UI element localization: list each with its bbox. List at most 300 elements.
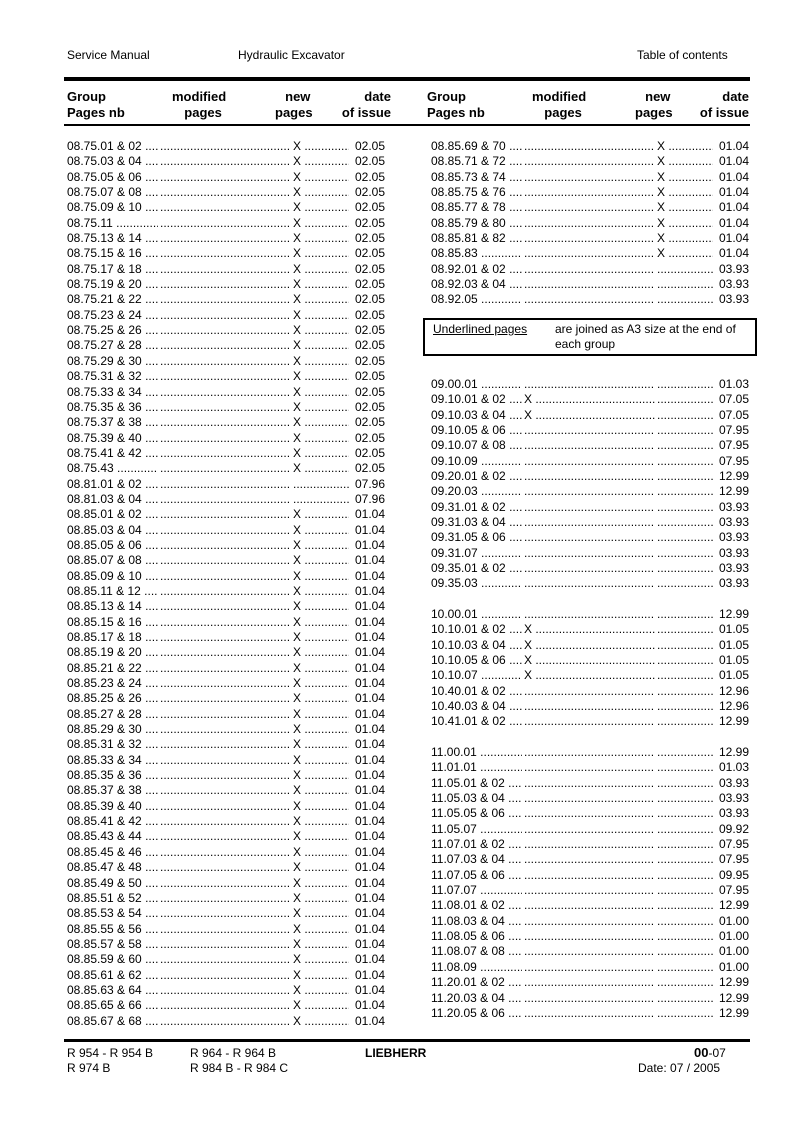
list-item xyxy=(67,216,385,231)
issue-date-cell: 12.96 xyxy=(718,699,749,714)
modified-mark xyxy=(522,791,655,806)
list-item xyxy=(67,937,385,952)
page-range: 08.85.51 & 52 ..... xyxy=(67,891,158,906)
modified-mark xyxy=(158,385,291,400)
page-range: 08.75.09 & 10 ..... xyxy=(67,200,158,215)
new-mark: X ..... xyxy=(291,323,349,338)
issue-date-cell: 07.95 xyxy=(718,438,749,453)
issue-date-cell: 01.04 xyxy=(354,936,385,951)
page-range: 08.75.23 & 24 ..... xyxy=(67,308,158,323)
modified-mark xyxy=(522,975,655,990)
list-item xyxy=(67,446,385,461)
issue-date-cell: 01.04 xyxy=(354,982,385,997)
issue-date-cell: 01.04 xyxy=(354,875,385,890)
list-item xyxy=(431,975,749,990)
new-mark: X ..... xyxy=(655,185,713,200)
page-range: 08.75.13 & 14 ..... xyxy=(67,231,158,246)
list-item xyxy=(67,415,385,430)
page-range: 08.85.65 & 66 ..... xyxy=(67,998,158,1013)
new-mark: X ..... xyxy=(291,768,349,783)
issue-date-cell: 01.00 xyxy=(718,959,749,974)
page-range: 08.85.71 & 72 ..... xyxy=(431,154,522,169)
issue-date-cell: 01.04 xyxy=(354,676,385,691)
modified-mark xyxy=(158,431,291,446)
new-mark xyxy=(655,515,713,530)
issue-date-cell: 12.99 xyxy=(718,714,749,729)
page-range: 08.75.39 & 40 ..... xyxy=(67,431,158,446)
list-item xyxy=(67,200,385,215)
modified-mark xyxy=(522,914,655,929)
new-mark xyxy=(655,454,713,469)
issue-date-cell: 03.93 xyxy=(718,530,749,545)
list-item xyxy=(431,170,749,185)
modified-mark xyxy=(158,707,291,722)
col-new-line1: new xyxy=(285,89,311,104)
issue-date-cell: 01.04 xyxy=(354,599,385,614)
page-range: 11.20.05 & 06 ..... xyxy=(431,1006,522,1021)
modified-mark xyxy=(158,584,291,599)
col-date-r-line1: date xyxy=(722,89,749,104)
modified-mark xyxy=(158,845,291,860)
modified-mark xyxy=(522,576,655,591)
issue-date-cell: 01.04 xyxy=(354,998,385,1013)
issue-date-cell: 01.04 xyxy=(354,768,385,783)
modified-mark xyxy=(158,292,291,307)
modified-mark xyxy=(158,569,291,584)
modified-mark xyxy=(522,1006,655,1021)
page-range: 08.85.03 & 04 ..... xyxy=(67,523,158,538)
modified-mark xyxy=(522,561,655,576)
page-range: 10.40.03 & 04 ..... xyxy=(431,699,522,714)
page-range: 10.40.01 & 02 ..... xyxy=(431,684,522,699)
page-range: 08.75.15 & 16 ..... xyxy=(67,246,158,261)
list-item xyxy=(431,883,749,898)
page-range: 08.85.61 & 62 ..... xyxy=(67,968,158,983)
list-item xyxy=(431,914,749,929)
page-range: 08.75.25 & 26 ..... xyxy=(67,323,158,338)
issue-date-cell: 02.05 xyxy=(354,461,385,476)
list-item xyxy=(67,876,385,891)
modified-mark xyxy=(158,400,291,415)
new-mark: X ..... xyxy=(291,385,349,400)
page-range: 08.75.21 & 22 ..... xyxy=(67,292,158,307)
modified-mark xyxy=(158,860,291,875)
new-mark: X ..... xyxy=(655,216,713,231)
list-item xyxy=(67,983,385,998)
page-range: 08.75.17 & 18 ..... xyxy=(67,262,158,277)
page-range: 08.75.29 & 30 ..... xyxy=(67,354,158,369)
page-range: 09.10.03 & 04 ..... xyxy=(431,408,522,423)
new-mark xyxy=(655,469,713,484)
page-range: 08.85.15 & 16 ..... xyxy=(67,615,158,630)
issue-date-cell: 01.04 xyxy=(354,967,385,982)
modified-mark xyxy=(158,154,291,169)
new-mark: X ..... xyxy=(291,814,349,829)
list-item xyxy=(431,898,749,913)
page-range: 08.75.41 & 42 ..... xyxy=(67,446,158,461)
page-range: 08.85.45 & 46 ..... xyxy=(67,845,158,860)
issue-date-cell: 01.05 xyxy=(718,622,749,637)
issue-date-cell: 01.04 xyxy=(354,906,385,921)
section-title: Table of contents xyxy=(637,48,728,62)
new-mark: X ..... xyxy=(291,876,349,891)
issue-date-cell: 01.04 xyxy=(354,660,385,675)
page-range: 08.92.03 & 04 ..... xyxy=(431,277,522,292)
new-mark: X ..... xyxy=(291,630,349,645)
issue-date-cell: 03.93 xyxy=(718,515,749,530)
list-item xyxy=(431,806,749,821)
modified-mark xyxy=(158,139,291,154)
list-item xyxy=(67,906,385,921)
modified-mark xyxy=(158,277,291,292)
page-range: 08.75.43 ..... xyxy=(67,461,158,476)
modified-mark xyxy=(522,231,655,246)
page-range: 09.31.03 & 04 ..... xyxy=(431,515,522,530)
page-range: 11.08.05 & 06 ..... xyxy=(431,929,522,944)
list-item xyxy=(431,530,749,545)
new-mark xyxy=(655,960,713,975)
modified-mark xyxy=(158,446,291,461)
issue-date-cell: 12.99 xyxy=(718,607,749,621)
page-range: 08.85.67 & 68 ..... xyxy=(67,1014,158,1029)
right-list-group-09 xyxy=(431,377,749,592)
list-item xyxy=(431,822,749,837)
modified-mark xyxy=(158,185,291,200)
modified-mark xyxy=(522,515,655,530)
right-list-group-08 xyxy=(431,139,749,308)
manual-title: Service Manual xyxy=(67,48,150,62)
modified-mark xyxy=(522,200,655,215)
list-item xyxy=(431,185,749,200)
list-item xyxy=(431,484,749,499)
modified-mark xyxy=(158,477,291,492)
new-mark xyxy=(655,530,713,545)
modified-mark xyxy=(158,507,291,522)
list-item xyxy=(431,262,749,277)
col-group-r-line1: Group xyxy=(427,89,466,104)
page-range: 09.35.03 ..... xyxy=(431,576,522,591)
new-mark xyxy=(655,822,713,837)
footer-models-a1: R 954 - R 954 B xyxy=(67,1046,154,1060)
new-mark: X ..... xyxy=(291,538,349,553)
page-range: 08.75.31 & 32 ..... xyxy=(67,369,158,384)
list-item xyxy=(67,645,385,660)
new-mark: X ..... xyxy=(291,338,349,353)
page-range: 11.05.01 & 02 ..... xyxy=(431,776,522,791)
list-item xyxy=(431,377,749,392)
issue-date-cell: 12.96 xyxy=(718,683,749,698)
modified-mark xyxy=(158,246,291,261)
list-item xyxy=(67,599,385,614)
new-mark: X ..... xyxy=(291,170,349,185)
page-range: 08.75.33 & 34 ..... xyxy=(67,385,158,400)
issue-date-cell: 01.04 xyxy=(354,614,385,629)
page-range: 08.85.33 & 34 ..... xyxy=(67,753,158,768)
page-range: 08.85.43 & 44 ..... xyxy=(67,829,158,844)
issue-date-cell: 07.95 xyxy=(718,453,749,468)
issue-date-cell: 01.00 xyxy=(718,929,749,944)
col-group-line1: Group xyxy=(67,89,106,104)
new-mark xyxy=(655,622,713,637)
col-modified-line2: pages xyxy=(184,105,222,120)
brand-name: LIEBHERR xyxy=(365,1046,427,1060)
col-date-r-line2: of issue xyxy=(699,105,749,120)
issue-date-cell: 01.04 xyxy=(354,522,385,537)
page-range: 08.85.49 & 50 ..... xyxy=(67,876,158,891)
issue-date-cell: 01.04 xyxy=(718,231,749,246)
new-mark: X ..... xyxy=(291,661,349,676)
modified-mark xyxy=(522,852,655,867)
issue-date-cell: 12.99 xyxy=(718,975,749,990)
new-mark: X ..... xyxy=(291,446,349,461)
issue-date-cell: 03.93 xyxy=(718,499,749,514)
modified-mark: X ..... xyxy=(522,392,655,407)
list-item xyxy=(431,868,749,883)
issue-date-cell: 01.04 xyxy=(354,844,385,859)
page-number-rest: -07 xyxy=(708,1046,726,1060)
list-item xyxy=(431,292,749,307)
list-item xyxy=(67,431,385,446)
new-mark: X ..... xyxy=(291,369,349,384)
modified-mark xyxy=(522,868,655,883)
col-modified xyxy=(172,89,226,121)
modified-mark xyxy=(158,369,291,384)
list-item xyxy=(67,584,385,599)
list-item xyxy=(67,676,385,691)
modified-mark xyxy=(158,753,291,768)
list-item xyxy=(431,607,749,622)
new-mark xyxy=(655,760,713,775)
issue-date-cell: 01.04 xyxy=(354,752,385,767)
issue-date-cell: 02.05 xyxy=(354,200,385,215)
list-item xyxy=(431,668,749,683)
list-item xyxy=(431,714,749,729)
footer-models-b1: R 964 - R 964 B xyxy=(190,1046,277,1060)
issue-date-cell: 01.04 xyxy=(354,630,385,644)
issue-date-cell: 01.04 xyxy=(354,737,385,752)
list-item xyxy=(431,944,749,959)
new-mark xyxy=(655,1006,713,1021)
modified-mark xyxy=(522,423,655,438)
modified-mark xyxy=(158,906,291,921)
new-mark: X ..... xyxy=(291,415,349,430)
modified-mark xyxy=(522,699,655,714)
page-range: 08.85.53 & 54 ..... xyxy=(67,906,158,921)
new-mark: X ..... xyxy=(291,722,349,737)
list-item xyxy=(431,960,749,975)
issue-date-cell: 03.93 xyxy=(718,277,749,292)
issue-date-cell: 07.95 xyxy=(718,837,749,852)
modified-mark xyxy=(522,216,655,231)
modified-mark xyxy=(158,891,291,906)
page-range: 08.85.11 & 12 ..... xyxy=(67,584,158,599)
col-new-r xyxy=(635,89,673,121)
list-item xyxy=(67,1014,385,1029)
list-item xyxy=(67,968,385,983)
modified-mark xyxy=(158,553,291,568)
new-mark: X ..... xyxy=(291,431,349,446)
modified-mark xyxy=(158,615,291,630)
modified-mark xyxy=(158,661,291,676)
new-mark xyxy=(655,277,713,292)
page-number xyxy=(694,1045,726,1060)
new-mark: X ..... xyxy=(291,968,349,983)
page-range: 10.41.01 & 02 ..... xyxy=(431,714,522,729)
new-mark xyxy=(655,714,713,729)
list-item xyxy=(67,768,385,783)
issue-date-cell: 01.04 xyxy=(354,783,385,798)
issue-date-cell: 01.04 xyxy=(718,200,749,215)
modified-mark xyxy=(522,929,655,944)
modified-mark xyxy=(522,246,655,261)
col-modified-r-line2: pages xyxy=(544,105,582,120)
list-item xyxy=(67,891,385,906)
new-mark: X ..... xyxy=(655,154,713,169)
issue-date-cell: 02.05 xyxy=(354,323,385,338)
col-new-r-line2: pages xyxy=(635,105,673,120)
issue-date-cell: 12.99 xyxy=(718,484,749,499)
col-group xyxy=(67,89,125,121)
list-item xyxy=(431,216,749,231)
list-item xyxy=(431,791,749,806)
new-mark xyxy=(655,684,713,699)
issue-date-cell: 01.04 xyxy=(354,645,385,660)
list-item xyxy=(67,477,385,492)
machine-type: Hydraulic Excavator xyxy=(238,48,345,62)
page-range: 08.85.27 & 28 ..... xyxy=(67,707,158,722)
modified-mark xyxy=(158,829,291,844)
page-range: 08.85.31 & 32 ..... xyxy=(67,737,158,752)
list-item xyxy=(67,661,385,676)
modified-mark xyxy=(158,599,291,614)
list-item xyxy=(67,722,385,737)
col-date-line2: of issue xyxy=(341,105,391,120)
new-mark: X ..... xyxy=(291,216,349,231)
issue-date-cell: 01.04 xyxy=(354,890,385,905)
page-range: 08.75.01 & 02 ..... xyxy=(67,139,158,154)
issue-date-cell: 01.00 xyxy=(718,913,749,928)
issue-date-cell: 01.00 xyxy=(718,944,749,959)
issue-date-cell: 01.04 xyxy=(354,568,385,583)
issue-date-cell: 07.96 xyxy=(354,476,385,491)
list-item xyxy=(431,246,749,261)
new-mark: X ..... xyxy=(291,1014,349,1029)
list-item xyxy=(67,829,385,844)
list-item xyxy=(431,392,749,407)
modified-mark xyxy=(158,799,291,814)
new-mark xyxy=(655,438,713,453)
new-mark xyxy=(655,944,713,959)
list-item xyxy=(67,354,385,369)
header-rule xyxy=(64,124,750,126)
col-new xyxy=(275,89,313,121)
modified-mark xyxy=(158,630,291,645)
issue-date-cell: 02.05 xyxy=(354,277,385,292)
list-item xyxy=(67,277,385,292)
list-item xyxy=(67,799,385,814)
page-range: 08.85.47 & 48 ..... xyxy=(67,860,158,875)
new-mark: X ..... xyxy=(291,937,349,952)
new-mark: X ..... xyxy=(291,845,349,860)
issue-date-cell: 02.05 xyxy=(354,430,385,445)
modified-mark xyxy=(522,262,655,277)
issue-date-cell: 02.05 xyxy=(354,139,385,153)
page-range: 08.85.17 & 18 ..... xyxy=(67,630,158,645)
issue-date-cell: 03.93 xyxy=(718,292,749,307)
page-range: 08.75.19 & 20 ..... xyxy=(67,277,158,292)
new-mark xyxy=(655,262,713,277)
new-mark xyxy=(655,292,713,307)
page-range: 10.10.07 ..... xyxy=(431,668,522,683)
modified-mark xyxy=(158,737,291,752)
modified-mark xyxy=(522,991,655,1006)
page-range: 08.85.81 & 82 ..... xyxy=(431,231,522,246)
list-item xyxy=(67,783,385,798)
issue-date-cell: 01.04 xyxy=(354,952,385,967)
issue-date-cell: 01.04 xyxy=(354,507,385,522)
note-underlined-label: Underlined pages xyxy=(433,322,528,336)
modified-mark xyxy=(158,691,291,706)
new-mark xyxy=(655,837,713,852)
issue-date-cell: 03.93 xyxy=(718,261,749,276)
page-range: 08.75.03 & 04 ..... xyxy=(67,154,158,169)
issue-date-cell: 01.04 xyxy=(354,722,385,737)
modified-mark xyxy=(158,968,291,983)
new-mark xyxy=(655,561,713,576)
modified-mark xyxy=(522,454,655,469)
new-mark xyxy=(655,806,713,821)
new-mark: X ..... xyxy=(291,998,349,1013)
footer-models-b2: R 984 B - R 984 C xyxy=(190,1061,289,1075)
new-mark xyxy=(655,484,713,499)
list-item xyxy=(67,507,385,522)
modified-mark xyxy=(158,354,291,369)
page-range: 11.07.05 & 06 ..... xyxy=(431,868,522,883)
modified-mark xyxy=(522,500,655,515)
modified-mark: X ..... xyxy=(522,408,655,423)
page-range: 08.85.75 & 76 ..... xyxy=(431,185,522,200)
list-item xyxy=(67,753,385,768)
col-modified-r xyxy=(532,89,586,121)
issue-date-cell: 12.99 xyxy=(718,990,749,1005)
modified-mark xyxy=(522,170,655,185)
list-item xyxy=(431,929,749,944)
new-mark xyxy=(655,852,713,867)
issue-date-cell: 02.05 xyxy=(354,353,385,368)
new-mark: X ..... xyxy=(291,461,349,476)
list-item xyxy=(431,438,749,453)
new-mark: X ..... xyxy=(291,829,349,844)
issue-date-cell: 02.05 xyxy=(354,445,385,460)
modified-mark xyxy=(158,200,291,215)
col-date xyxy=(339,89,391,121)
modified-mark xyxy=(522,776,655,791)
issue-date-cell: 02.05 xyxy=(354,246,385,261)
modified-mark xyxy=(522,546,655,561)
new-mark xyxy=(655,668,713,683)
issue-date-cell: 07.05 xyxy=(718,392,749,407)
list-item xyxy=(431,638,749,653)
page-range: 10.10.01 & 02 ..... xyxy=(431,622,522,637)
page-range: 10.00.01 ..... xyxy=(431,607,522,622)
page-range: 11.08.07 & 08 ..... xyxy=(431,944,522,959)
new-mark: X ..... xyxy=(291,553,349,568)
page-range: 09.00.01 ..... xyxy=(431,377,522,392)
page-range: 09.20.01 & 02 ..... xyxy=(431,469,522,484)
new-mark xyxy=(655,653,713,668)
list-item xyxy=(67,400,385,415)
list-item xyxy=(67,170,385,185)
